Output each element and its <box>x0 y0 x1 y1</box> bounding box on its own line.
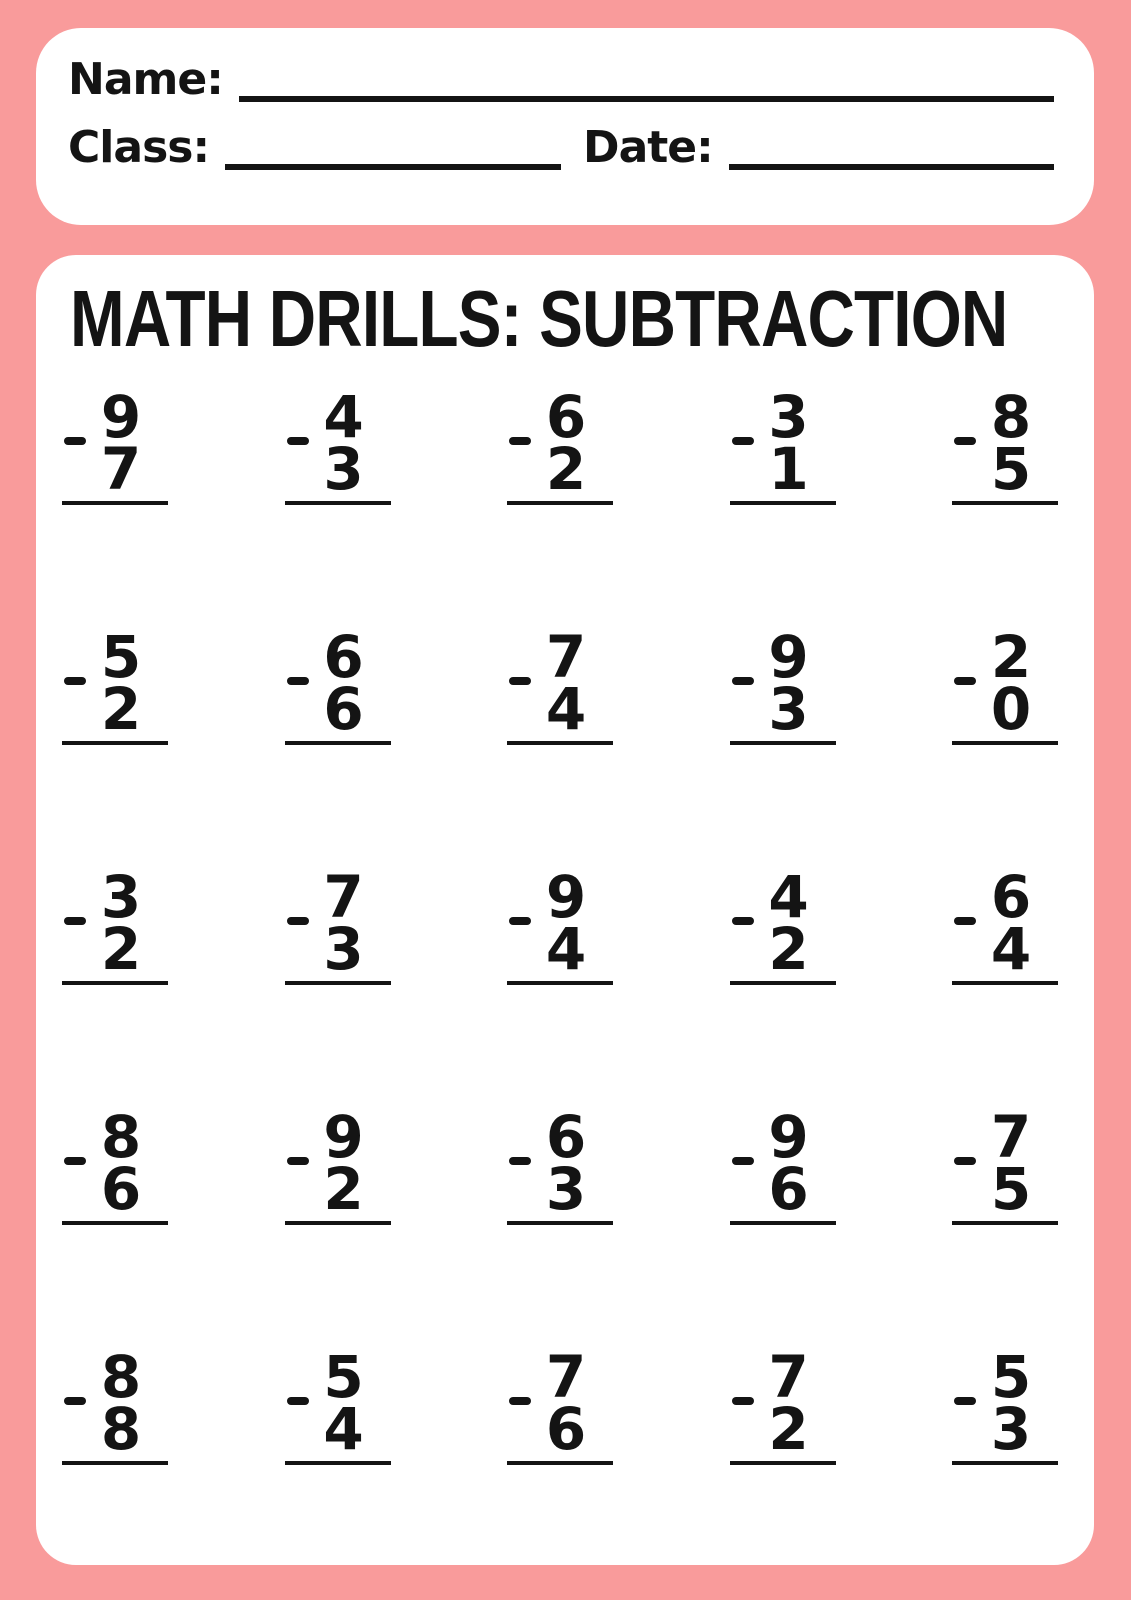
minus-icon <box>954 1397 976 1405</box>
subtraction-problem <box>62 863 168 985</box>
subtrahend-digit: 7 <box>100 435 142 503</box>
minus-icon <box>732 1397 754 1405</box>
minus-icon <box>64 917 86 925</box>
name-label: Name: <box>68 54 223 105</box>
subtrahend-digit: 2 <box>100 675 142 743</box>
subtraction-problem <box>285 863 391 985</box>
minus-icon <box>509 677 531 685</box>
subtrahend-digit: 3 <box>768 675 809 743</box>
subtraction-problem <box>62 383 168 505</box>
subtraction-problem <box>730 863 836 985</box>
minuend-digit: 6 <box>990 863 1032 931</box>
subtrahend-digit: 4 <box>323 1395 364 1463</box>
minus-icon <box>954 917 976 925</box>
subtraction-problem <box>62 1103 168 1225</box>
subtrahend-digit: 3 <box>990 1395 1032 1463</box>
class-line[interactable] <box>225 164 561 170</box>
subtraction-problem <box>507 383 613 505</box>
subtrahend-digit: 6 <box>768 1155 809 1223</box>
minus-icon <box>954 1157 976 1165</box>
minuend-digit: 4 <box>768 863 809 931</box>
minus-icon <box>64 1157 86 1165</box>
subtrahend-digit: 6 <box>100 1155 142 1223</box>
subtrahend-digit: 2 <box>100 915 142 983</box>
minuend-digit: 7 <box>323 863 364 931</box>
subtraction-problem <box>730 1343 836 1465</box>
minus-icon <box>509 1397 531 1405</box>
subtrahend-digit: 5 <box>990 1155 1032 1223</box>
subtraction-problem <box>285 383 391 505</box>
subtrahend-digit: 2 <box>545 435 587 503</box>
subtrahend-digit: 6 <box>545 1395 587 1463</box>
minuend-digit: 6 <box>323 623 364 691</box>
subtraction-problem <box>285 1343 391 1465</box>
minuend-digit: 6 <box>545 1103 587 1171</box>
minus-icon <box>64 437 86 445</box>
subtraction-problem <box>62 623 168 745</box>
name-row <box>68 50 1054 110</box>
class-label: Class: <box>68 122 210 173</box>
minus-icon <box>287 1397 309 1405</box>
minuend-digit: 5 <box>323 1343 364 1411</box>
minuend-digit: 4 <box>323 383 364 451</box>
minus-icon <box>64 1397 86 1405</box>
subtrahend-digit: 3 <box>545 1155 587 1223</box>
minuend-digit: 7 <box>545 1343 587 1411</box>
subtrahend-digit: 0 <box>990 675 1032 743</box>
subtrahend-digit: 3 <box>323 915 364 983</box>
class-date-row <box>68 118 1054 178</box>
subtrahend-digit: 2 <box>323 1155 364 1223</box>
subtraction-problem <box>952 383 1058 505</box>
subtrahend-digit: 5 <box>990 435 1032 503</box>
minuend-digit: 9 <box>545 863 587 931</box>
minuend-digit: 9 <box>100 383 142 451</box>
minuend-digit: 8 <box>100 1103 142 1171</box>
page-title: MATH DRILLS: SUBTRACTION <box>70 274 1008 363</box>
subtraction-problem <box>952 1103 1058 1225</box>
minuend-digit: 7 <box>990 1103 1032 1171</box>
minus-icon <box>287 677 309 685</box>
minus-icon <box>64 677 86 685</box>
subtrahend-digit: 8 <box>100 1395 142 1463</box>
subtraction-problem <box>285 1103 391 1225</box>
subtraction-problem <box>62 1343 168 1465</box>
minuend-digit: 8 <box>100 1343 142 1411</box>
minus-icon <box>732 677 754 685</box>
minuend-digit: 9 <box>768 623 809 691</box>
subtraction-problem <box>507 863 613 985</box>
subtraction-problem <box>507 1343 613 1465</box>
minus-icon <box>287 437 309 445</box>
subtraction-problem <box>952 863 1058 985</box>
minuend-digit: 2 <box>990 623 1032 691</box>
subtraction-problem <box>730 1103 836 1225</box>
minus-icon <box>954 677 976 685</box>
minus-icon <box>954 437 976 445</box>
problems-grid <box>62 383 1058 1465</box>
minuend-digit: 5 <box>990 1343 1032 1411</box>
minus-icon <box>509 1157 531 1165</box>
minuend-digit: 3 <box>768 383 809 451</box>
date-line[interactable] <box>729 164 1054 170</box>
minuend-digit: 8 <box>990 383 1032 451</box>
minus-icon <box>732 917 754 925</box>
minuend-digit: 9 <box>768 1103 809 1171</box>
minus-icon <box>732 437 754 445</box>
subtrahend-digit: 4 <box>545 915 587 983</box>
subtrahend-digit: 4 <box>990 915 1032 983</box>
minuend-digit: 7 <box>545 623 587 691</box>
minus-icon <box>509 437 531 445</box>
minuend-digit: 7 <box>768 1343 809 1411</box>
subtrahend-digit: 3 <box>323 435 364 503</box>
subtraction-problem <box>952 1343 1058 1465</box>
minuend-digit: 3 <box>100 863 142 931</box>
subtraction-problem <box>507 1103 613 1225</box>
minuend-digit: 6 <box>545 383 587 451</box>
drills-card <box>36 255 1094 1565</box>
subtrahend-digit: 2 <box>768 1395 809 1463</box>
subtraction-problem <box>507 623 613 745</box>
minus-icon <box>509 917 531 925</box>
minus-icon <box>732 1157 754 1165</box>
minuend-digit: 5 <box>100 623 142 691</box>
name-line[interactable] <box>239 96 1054 102</box>
student-info-card <box>36 28 1094 225</box>
minuend-digit: 9 <box>323 1103 364 1171</box>
subtrahend-digit: 6 <box>323 675 364 743</box>
subtrahend-digit: 2 <box>768 915 809 983</box>
subtraction-problem <box>730 623 836 745</box>
subtraction-problem <box>285 623 391 745</box>
subtrahend-digit: 4 <box>545 675 587 743</box>
subtrahend-digit: 1 <box>768 435 809 503</box>
date-label: Date: <box>583 122 713 173</box>
subtraction-problem <box>730 383 836 505</box>
minus-icon <box>287 1157 309 1165</box>
subtraction-problem <box>952 623 1058 745</box>
minus-icon <box>287 917 309 925</box>
